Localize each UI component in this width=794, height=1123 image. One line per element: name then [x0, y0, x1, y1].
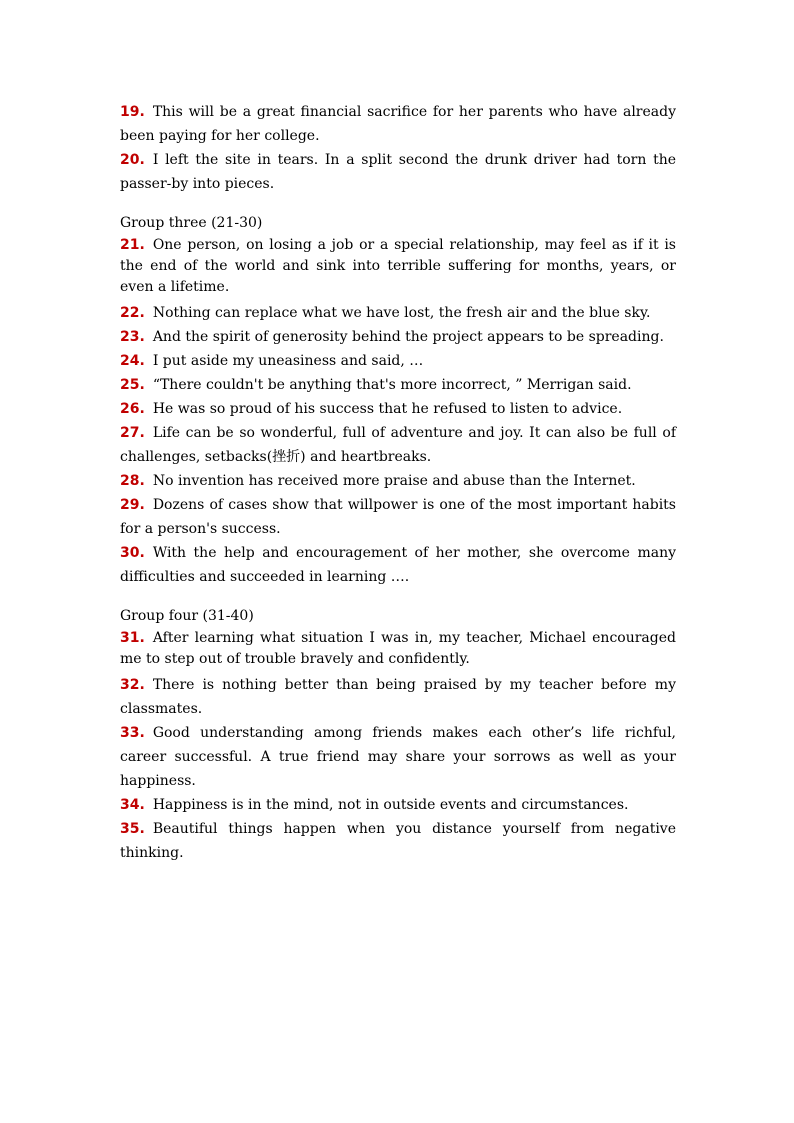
list-item: [120, 349, 676, 373]
item-text: No invention has received more praise and abuse than the Internet.: [152, 473, 636, 489]
item-text: And the spirit of generosity behind the project appears to be spreading.: [152, 329, 664, 345]
list-item: [120, 493, 676, 541]
item-text: “There couldn't be anything that's more incorrect, ” Merrigan said.: [152, 377, 632, 393]
item-number: 21.: [120, 237, 145, 253]
list-item: [120, 373, 676, 397]
item-number: 32.: [120, 677, 145, 693]
item-number: 28.: [120, 473, 145, 489]
item-text: Beautiful things happen when you distance yourself from negative thinking.: [120, 821, 676, 861]
list-item: [120, 301, 676, 325]
list-item: [120, 721, 676, 793]
list-item: [120, 421, 676, 469]
item-text: After learning what situation I was in, my teacher, Michael encouraged me to step out of trouble bravely and confidently.: [120, 630, 676, 667]
group-heading: Group four (31-40): [120, 608, 254, 624]
item-number: 33.: [120, 725, 145, 741]
item-number: 27.: [120, 425, 145, 441]
item-text: Dozens of cases show that willpower is one of the most important habits for a person's success.: [120, 497, 676, 537]
item-number: 20.: [120, 152, 145, 168]
item-number: 31.: [120, 630, 145, 646]
section-group-four: [120, 606, 676, 865]
item-number: 24.: [120, 353, 145, 369]
list-item: [120, 469, 676, 493]
item-number: 25.: [120, 377, 145, 393]
item-text: I put aside my uneasiness and said, …: [152, 353, 424, 369]
list-item: [120, 817, 676, 865]
item-text: This will be a great financial sacrifice for her parents who have already been paying for her college.: [120, 104, 676, 144]
section-group-three: [120, 213, 676, 589]
item-number: 29.: [120, 497, 145, 513]
list-item: [120, 673, 676, 721]
document-page: [120, 100, 676, 865]
item-text: Happiness is in the mind, not in outside events and circumstances.: [152, 797, 629, 813]
item-number: 30.: [120, 545, 145, 561]
list-item: [120, 100, 676, 148]
section-continuation: [120, 100, 676, 196]
group-heading: Group three (21-30): [120, 215, 263, 231]
item-text: I left the site in tears. In a split second the drunk driver had torn the passer-by into pieces.: [120, 152, 676, 192]
list-item: [120, 235, 676, 298]
list-item: [120, 325, 676, 349]
item-number: 23.: [120, 329, 145, 345]
list-item: [120, 397, 676, 421]
list-item: [120, 628, 676, 670]
item-text: There is nothing better than being praised by my teacher before my classmates.: [120, 677, 676, 717]
item-number: 26.: [120, 401, 145, 417]
list-item: [120, 793, 676, 817]
list-item: [120, 148, 676, 196]
item-number: 19.: [120, 104, 145, 120]
item-number: 34.: [120, 797, 145, 813]
item-text: One person, on losing a job or a special relationship, may feel as if it is the end of the world and sink into terrible suffering for months, years, or even a lifetime.: [120, 237, 676, 295]
item-text: Good understanding among friends makes each other’s life richful, career successful. A true friend may share your sorrows as well as your happiness.: [120, 725, 676, 789]
item-text: Nothing can replace what we have lost, the fresh air and the blue sky.: [152, 305, 651, 321]
item-text: Life can be so wonderful, full of adventure and joy. It can also be full of challenges, setbacks(挫折) and heartbreaks.: [120, 425, 676, 465]
item-number: 22.: [120, 305, 145, 321]
item-text: With the help and encouragement of her mother, she overcome many difficulties and succeeded in learning ….: [120, 545, 676, 585]
item-text: He was so proud of his success that he refused to listen to advice.: [152, 401, 623, 417]
item-number: 35.: [120, 821, 145, 837]
list-item: [120, 541, 676, 589]
